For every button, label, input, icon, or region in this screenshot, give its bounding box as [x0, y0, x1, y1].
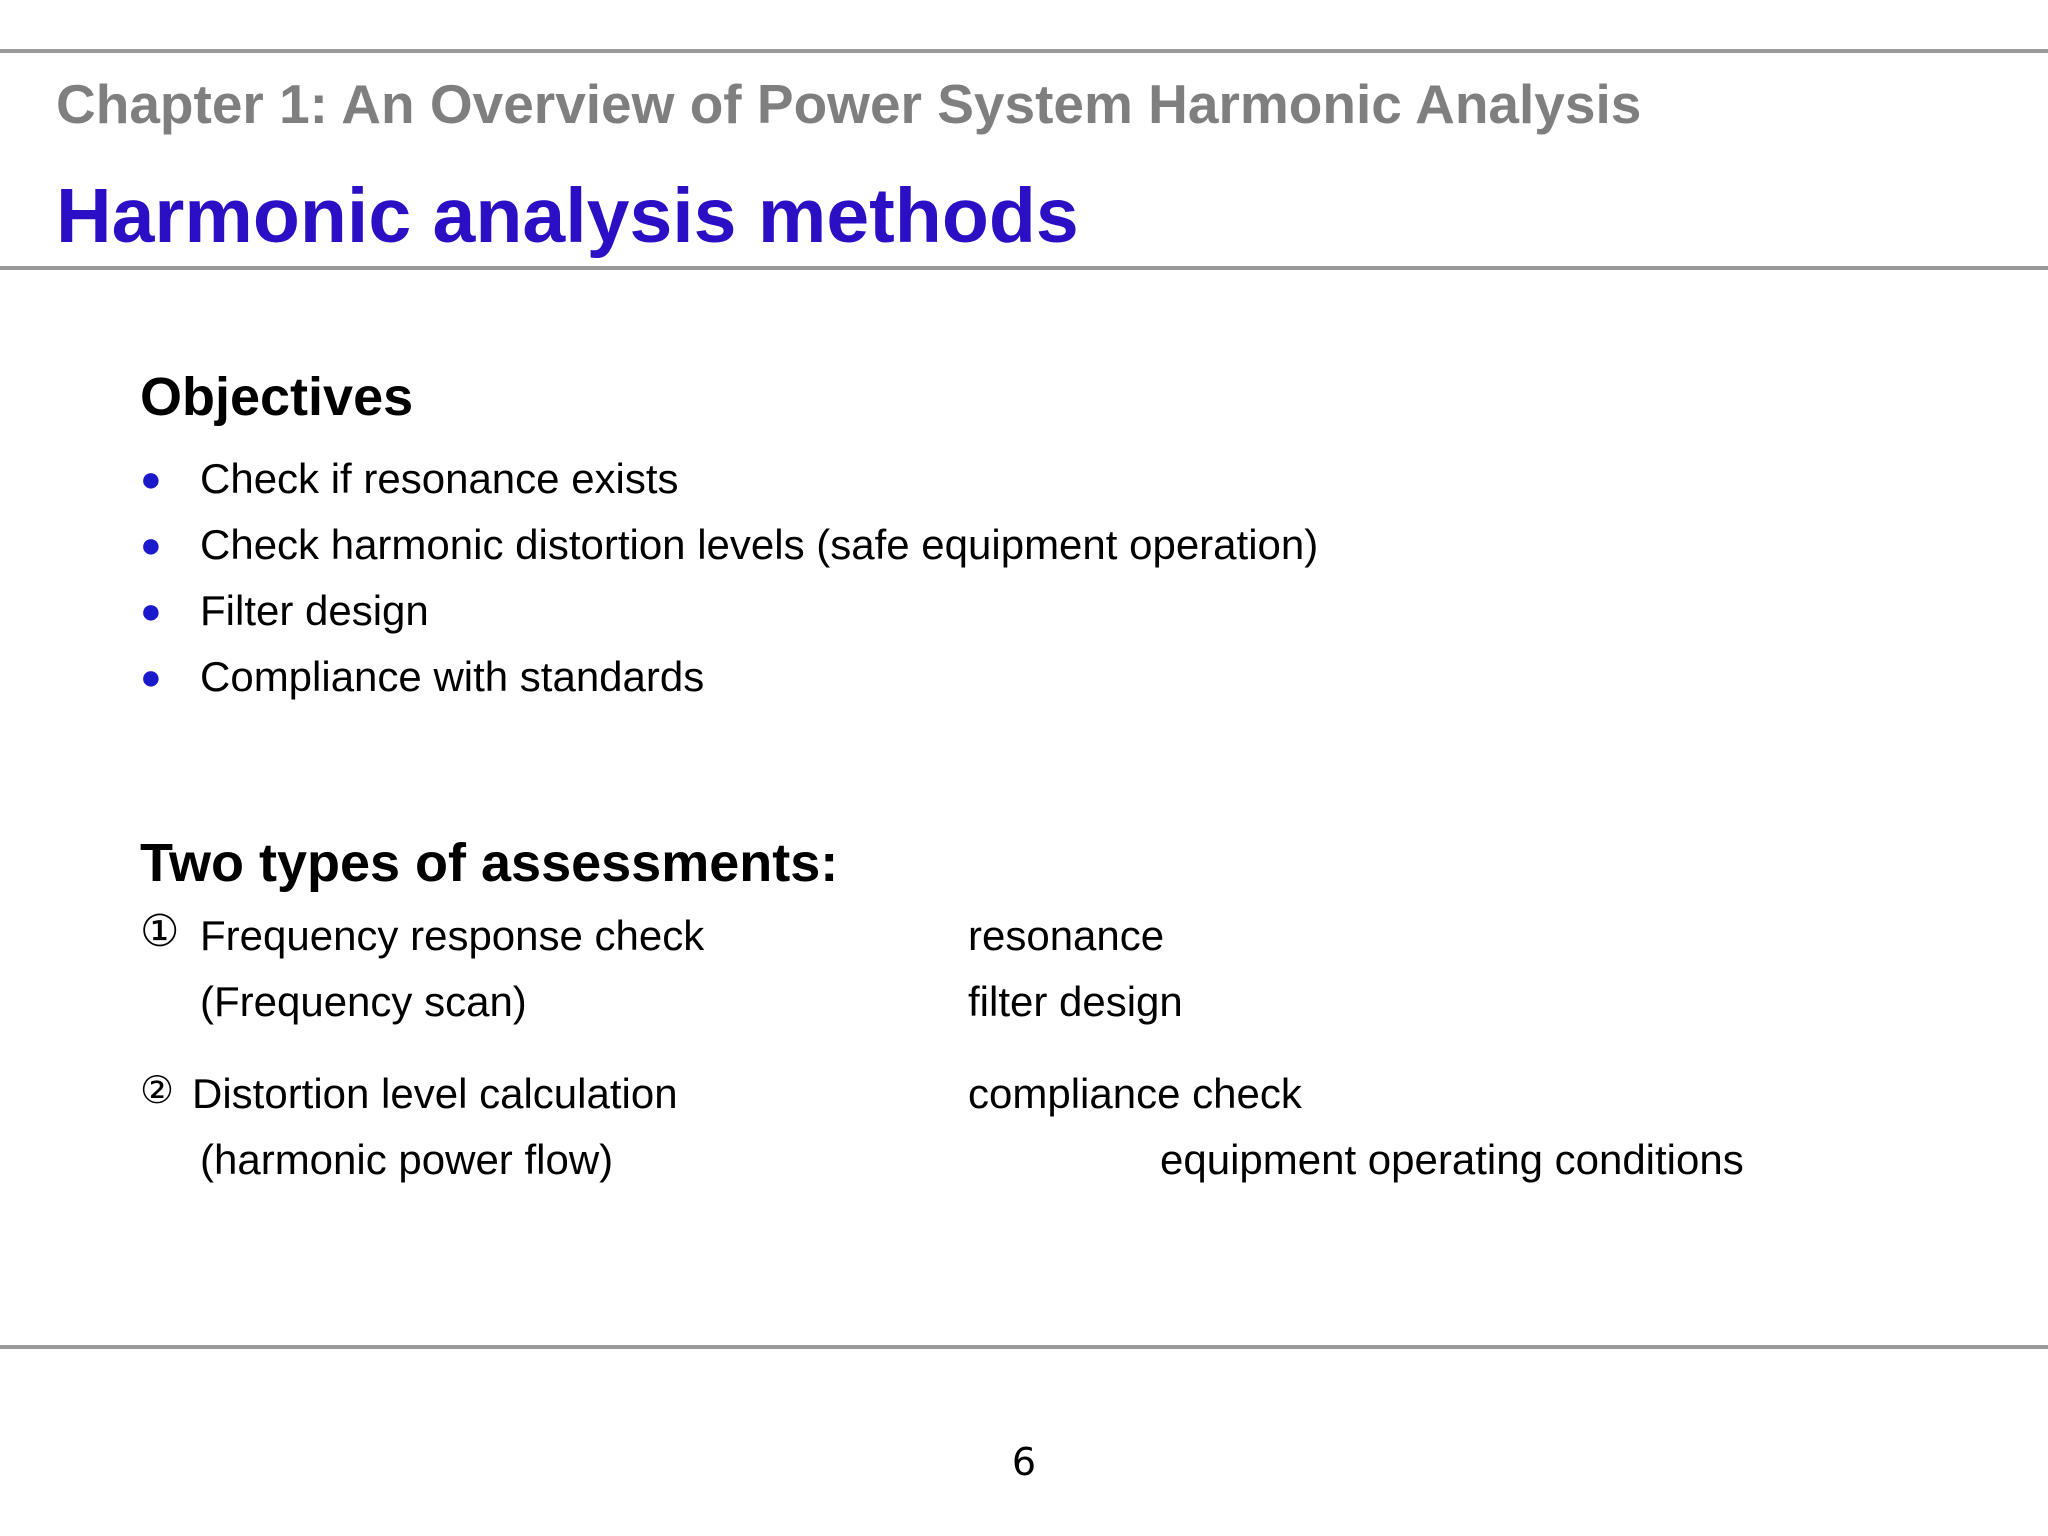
list-item	[140, 446, 1318, 512]
page-number: 6	[1011, 1440, 1037, 1484]
assessment-2-marker: ②	[140, 1070, 175, 1112]
footer-rule	[0, 1345, 2048, 1349]
header-bottom-rule	[0, 266, 2048, 270]
list-item-text: Check if resonance exists	[200, 455, 679, 502]
assessment-1-purpose-1: resonance	[968, 912, 1165, 959]
assessment-2-sub: (harmonic power flow)	[200, 1136, 614, 1183]
assessment-2-purpose-1: compliance check	[968, 1070, 1302, 1117]
objectives-heading: Objectives	[140, 367, 414, 427]
assessment-1-name: Frequency response check	[200, 912, 705, 959]
bullet-icon: ●	[140, 656, 162, 697]
slide-title: Harmonic analysis methods	[56, 173, 1079, 259]
list-item	[140, 512, 1318, 578]
list-item-text: Compliance with standards	[200, 653, 705, 700]
header-top-rule	[0, 49, 2048, 53]
assessment-1-sub: (Frequency scan)	[200, 978, 527, 1025]
assessment-2-name: Distortion level calculation	[192, 1070, 678, 1117]
assessments-heading: Two types of assessments:	[140, 833, 839, 893]
list-item-text: Check harmonic distortion levels (safe equipment operation)	[200, 521, 1319, 568]
list-item	[140, 578, 1318, 644]
assessment-1-marker: ①	[140, 907, 180, 956]
assessment-2-purpose-2: equipment operating conditions	[1160, 1136, 1744, 1183]
objectives-list	[140, 446, 1318, 710]
bullet-icon: ●	[140, 524, 162, 565]
list-item-text: Filter design	[200, 587, 429, 634]
chapter-title: Chapter 1: An Overview of Power System Harmonic Analysis	[56, 73, 1642, 135]
assessment-1-purpose-2: filter design	[968, 978, 1183, 1025]
bullet-icon: ●	[140, 590, 162, 631]
list-item	[140, 644, 1318, 710]
bullet-icon: ●	[140, 458, 162, 499]
